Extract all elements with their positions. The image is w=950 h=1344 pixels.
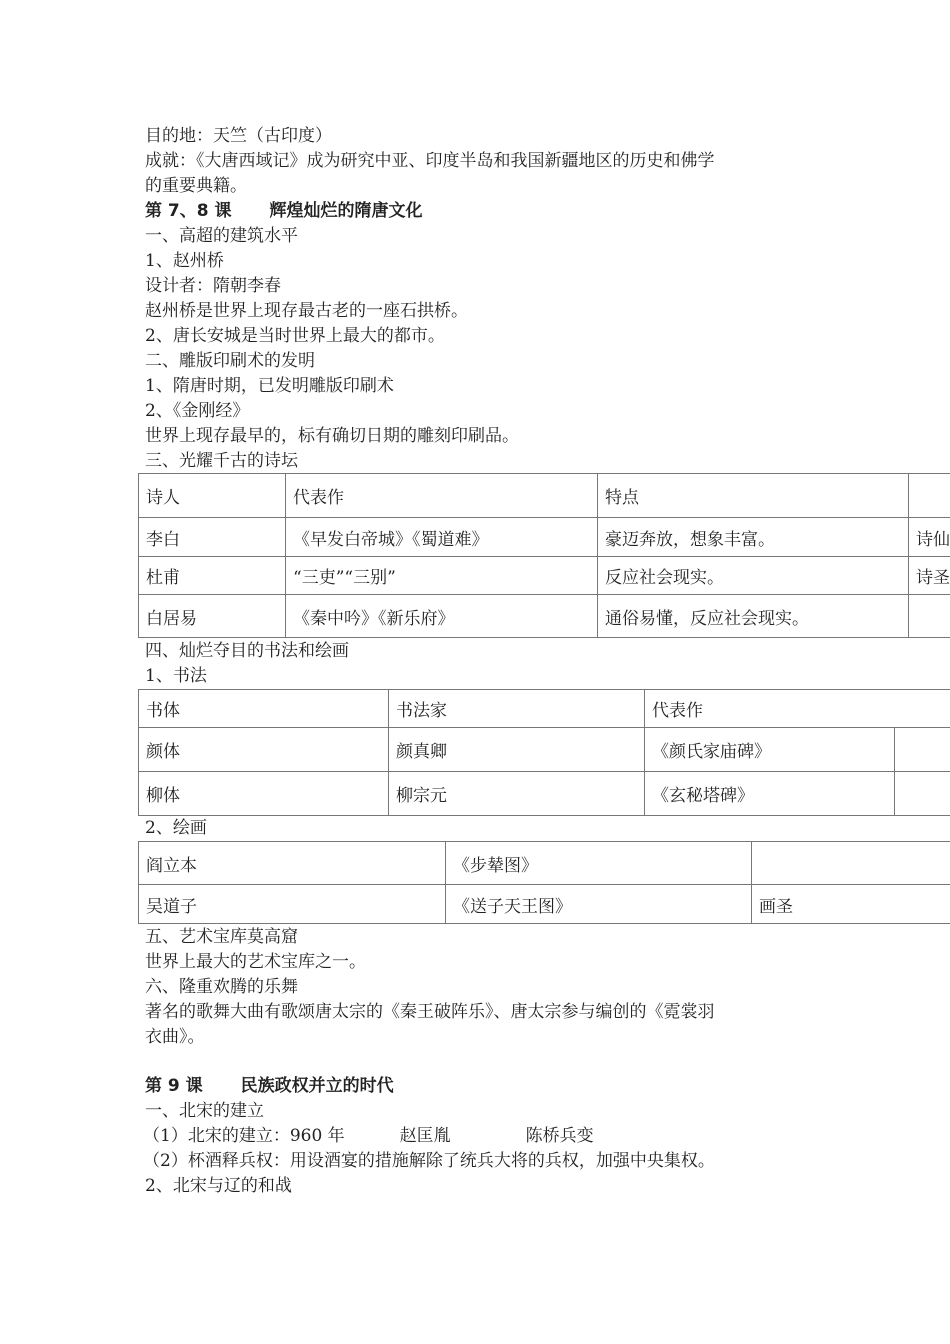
table-cell: 阎立本 [139,842,446,885]
calligraphy-heading: 1、书法 [145,666,207,686]
text-line: 五、艺术宝库莫高窟 [145,927,298,947]
table-cell: 画圣 [752,885,950,924]
table-cell: 代表作 [645,690,950,728]
table-cell: 通俗易懂，反应社会现实。 [598,595,909,638]
table-cell: 书体 [139,690,389,728]
text-line: 二、雕版印刷术的发明 [145,351,315,371]
table-row [139,728,950,772]
table-cell: 杜甫 [139,557,286,595]
table-cell: “三吏”“三别” [286,557,598,595]
table-cell [895,772,950,816]
table-cell [752,842,950,885]
table-row [139,557,950,595]
table-cell: 《步辇图》 [446,842,752,885]
text-line: 一、北宋的建立 [145,1101,264,1121]
lesson-title: 民族政权并立的时代 [240,1076,394,1096]
poetry-table [138,473,950,638]
table-cell: 特点 [598,474,909,518]
table-cell: 书法家 [389,690,645,728]
table-cell: 诗人 [139,474,286,518]
table-row [139,518,950,557]
text-line: 1、赵州桥 [145,251,224,271]
table-cell: 李白 [139,518,286,557]
table-cell: 《秦中吟》《新乐府》 [286,595,598,638]
table-row [139,842,950,885]
lesson-9-heading [145,1074,394,1098]
table-cell: 吴道子 [139,885,446,924]
table-cell: 《送子天王图》 [446,885,752,924]
text-line: （2）杯酒释兵权：用设酒宴的措施解除了统兵大将的兵权，加强中央集权。 [143,1151,715,1171]
table-cell: 颜体 [139,728,389,772]
text-line: 世界上现存最早的，标有确切日期的雕刻印刷品。 [145,426,519,446]
table-cell: 《颜氏家庙碑》 [645,728,895,772]
painting-table [138,841,950,924]
table-row [139,595,950,638]
song-founder: 赵匡胤 [399,1126,451,1146]
art-heading: 四、灿烂夺目的书法和绘画 [145,641,349,661]
line-destination: 目的地：天竺（古印度） [145,126,332,146]
lesson-number: 第 7、8 课 [145,201,232,221]
text-line: 设计者：隋朝李春 [145,276,281,296]
table-cell: 柳体 [139,772,389,816]
text-line: 2、唐长安城是当时世界上最大的都市。 [145,326,445,346]
song-founding: （1）北宋的建立：960 年 [143,1126,345,1146]
painting-heading: 2、绘画 [145,818,207,838]
text-line: 赵州桥是世界上现存最古老的一座石拱桥。 [145,301,468,321]
text-line: 1、隋唐时期，已发明雕版印刷术 [145,376,394,396]
table-row [139,772,950,816]
table-cell [909,595,950,638]
line-achievement: 成就：《大唐西域记》成为研究中亚、印度半岛和我国新疆地区的历史和佛学 [145,151,715,171]
calligraphy-table [138,689,950,816]
table-cell: 白居易 [139,595,286,638]
lesson-number: 第 9 课 [145,1076,203,1096]
table-cell: 反应社会现实。 [598,557,909,595]
text-line: 2、《金刚经》 [145,401,250,421]
text-line: 三、光耀千古的诗坛 [145,451,298,471]
line-achievement-cont: 的重要典籍。 [145,176,247,196]
lesson-title: 辉煌灿烂的隋唐文化 [269,201,423,221]
table-cell: 颜真卿 [389,728,645,772]
table-header-row [139,474,950,518]
lesson-7-8-heading [145,199,423,223]
table-cell: 《早发白帝城》《蜀道难》 [286,518,598,557]
table-cell: 代表作 [286,474,598,518]
text-line: 著名的歌舞大曲有歌颂唐太宗的《秦王破阵乐》、唐太宗参与编创的《霓裳羽 [145,1002,715,1022]
table-cell: 诗仙 [909,518,950,557]
table-row [139,885,950,924]
table-cell [895,728,950,772]
table-header-row [139,690,950,728]
text-line [143,1124,594,1148]
table-cell: 诗圣 [909,557,950,595]
table-cell: 豪迈奔放，想象丰富。 [598,518,909,557]
text-line: 2、北宋与辽的和战 [145,1176,292,1196]
table-cell: 《玄秘塔碑》 [645,772,895,816]
text-line: 六、隆重欢腾的乐舞 [145,977,298,997]
table-cell: 柳宗元 [389,772,645,816]
text-line: 一、高超的建筑水平 [145,226,298,246]
text-line: 世界上最大的艺术宝库之一。 [145,952,366,972]
text-line: 衣曲》。 [145,1027,205,1047]
table-cell [909,474,950,518]
song-event: 陈桥兵变 [525,1126,594,1146]
